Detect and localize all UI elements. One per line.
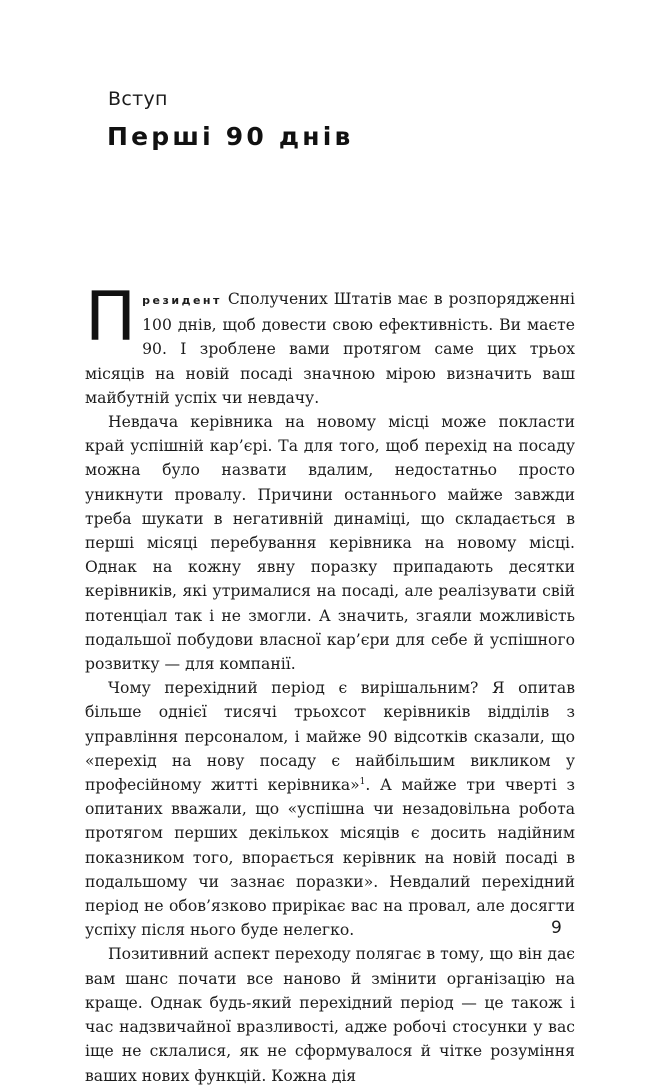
paragraph-3-text-before: Чому перехідний період є вирішальним? Я опитав більше однієї тисячі трьохсот керівників відділів з управління персоналом, і майже 90 відсотків сказали, що «перехід на нову посаду є найбільшим викликом у професійному житті керівника»: [85, 679, 575, 795]
paragraph-3-text-after: . А майже три чверті з опитаних вважали, що «успішна чи незадовільна робота протягом перших декількох місяців є досить надійним показником того, впорається керівник на новій посаді в подальшому чи зазнає поразки». Невдалий перехідний період не обов’язково прирікає вас на провал, але досягти успіху після нього буде нелегко.: [85, 776, 575, 940]
drop-cap: П: [85, 278, 137, 357]
paragraph-2: Невдача керівника на новому місці може покласти край успішній кар’єрі. Та для того, щоб перехід на посаду можна було назвати вдалим, недостатньо просто уникнути провалу. Причини останнього майже завжди треба шукати в негативній динаміці, що складається в перші місяці перебування керівника на новому місці. Однак на кожну явну поразку припадають десятки керівників, які утрималися на посаді, але реалізувати свій потенціал так і не змогли. А значить, згаяли можливість подальшої побудови власної кар’єри для себе й успішного розвитку — для компанії.: [85, 413, 575, 674]
footnote-marker[interactable]: 1: [359, 776, 366, 787]
chapter-title: Перші 90 днів: [107, 122, 354, 151]
section-label: Вступ: [108, 88, 168, 110]
paragraph-3: [85, 676, 575, 942]
page-number: 9: [551, 918, 562, 938]
paragraph-1: [85, 278, 575, 410]
paragraph-1-text: Сполучених Штатів має в розпорядженні 100 днів, щоб довести свою ефективність. Ви маєте 90. І зроблене вами протягом саме цих трьох місяців на новій посаді значною мірою визначить ваш майбутній успіх чи невдачу.: [85, 290, 575, 407]
lead-smallcaps: резидент: [142, 294, 222, 307]
body-text: [85, 278, 575, 1088]
paragraph-4: Позитивний аспект переходу полягає в тому, що він дає вам шанс почати все наново й змінити організацію на краще. Однак будь-який перехідний період — це також і час надзвичайної вразливості, адже робочі стосунки у вас іще не склалися, як не сформувалося й чітке розуміння ваших нових функцій. Кожна дія: [85, 945, 575, 1085]
